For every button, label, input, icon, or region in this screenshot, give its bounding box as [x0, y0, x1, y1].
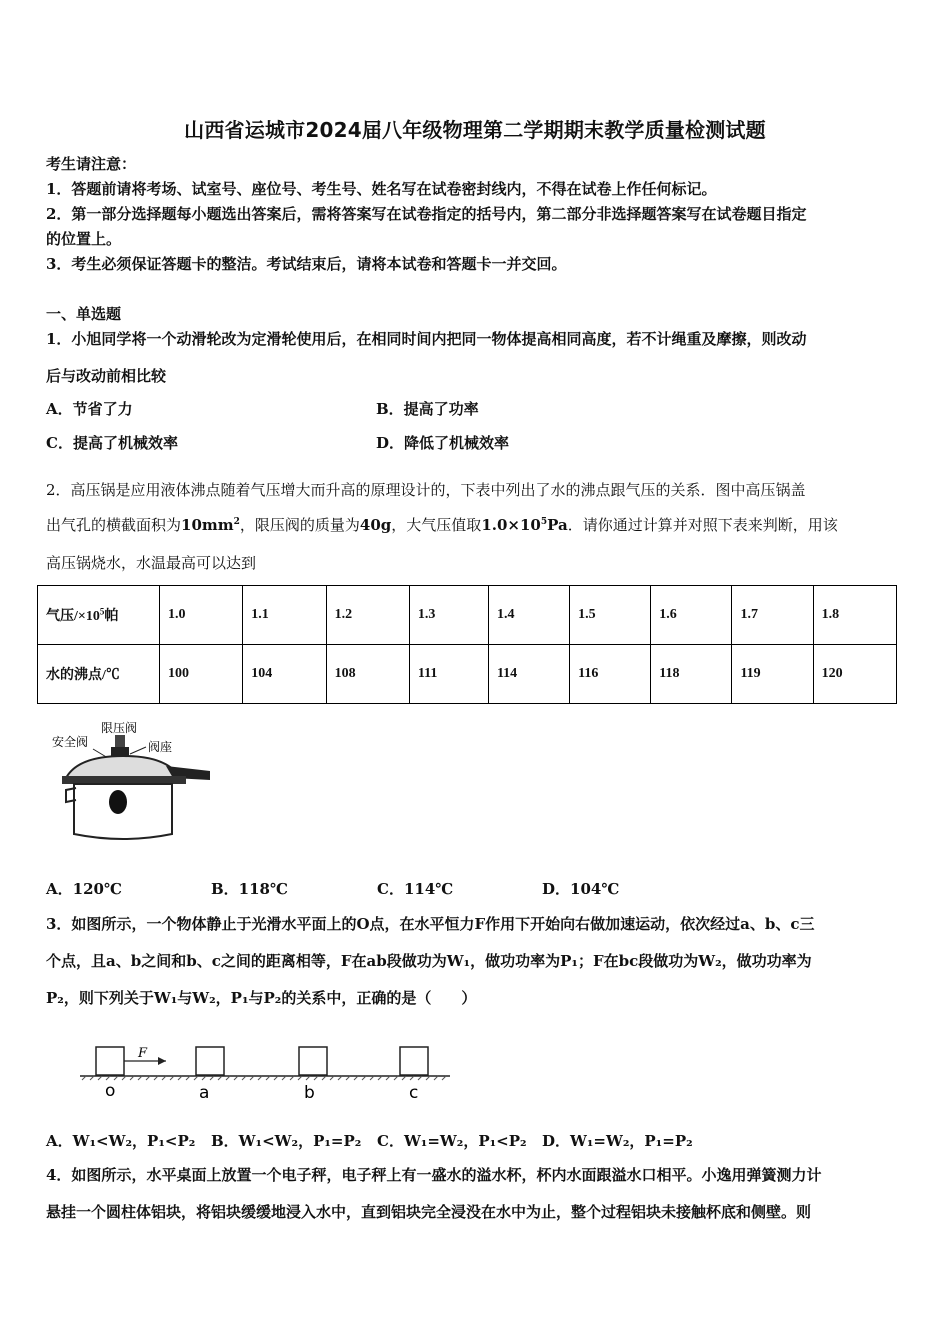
pressure-cooker-figure: [48, 716, 218, 846]
notice-item: 3．考生必须保证答题卡的整洁。考试结束后，请将本试卷和答题卡一并交回。: [46, 255, 567, 273]
valve-seat-label: 阀座: [148, 740, 173, 754]
q1-option-b: B．提高了功率: [376, 400, 479, 418]
table-cell: 1.0: [160, 586, 243, 645]
q2-option-b: B．118℃: [211, 880, 288, 898]
block-c: [400, 1047, 428, 1075]
q3-option-a: A．W₁<W₂，P₁<P₂: [46, 1132, 196, 1150]
table-cell: 1.7: [732, 586, 813, 645]
table-cell: 1.2: [326, 586, 409, 645]
table-cell: 1.4: [488, 586, 569, 645]
table-cell: 1.3: [409, 586, 488, 645]
point-label-o: o: [105, 1081, 116, 1101]
q3-option-c: C．W₁=W₂，P₁<P₂: [377, 1132, 527, 1150]
limit-valve-label: 限压阀: [101, 721, 138, 735]
q4-stem-line2: 悬挂一个圆柱体铝块，将铝块缓缓地浸入水中，直到铝块完全浸没在水中为止，整个过程铝块未接触杯底和侧壁。则: [46, 1203, 812, 1221]
q1-option-d: D．降低了机械效率: [376, 434, 510, 452]
table-cell: 119: [732, 645, 813, 704]
table-row: [38, 586, 897, 645]
table-cell: 1.6: [651, 586, 732, 645]
q1-option-c: C．提高了机械效率: [46, 434, 178, 452]
q2-option-d: D．104℃: [542, 880, 620, 898]
point-label-b: b: [304, 1083, 315, 1102]
table-cell: 104: [243, 645, 326, 704]
motion-figure: [78, 1040, 453, 1102]
table-cell: 116: [570, 645, 651, 704]
q2-option-a: A．120℃: [46, 880, 122, 898]
q1-stem: 1．小旭同学将一个动滑轮改为定滑轮使用后，在相同时间内把同一物体提高相同高度，若不计绳重及摩擦，则改动: [46, 330, 807, 348]
q3-stem: 3．如图所示，一个物体静止于光滑水平面上的O点，在水平恒力F作用下开始向右做加速运动，依次经过a、b、c三: [46, 915, 815, 933]
q3-option-b: B．W₁<W₂，P₁=P₂: [211, 1132, 362, 1150]
notice-item: 2．第一部分选择题每小题选出答案后，需将答案写在试卷指定的括号内，第二部分非选择题答案写在试卷题目指定: [46, 205, 807, 223]
table-cell: 118: [651, 645, 732, 704]
q3-option-d: D．W₁=W₂，P₁=P₂: [542, 1132, 693, 1150]
notice-item: 1．答题前请将考场、试室号、座位号、考生号、姓名写在试卷密封线内，不得在试卷上作任何标记。: [46, 180, 717, 198]
table-cell: 1.5: [570, 586, 651, 645]
table-row: [38, 645, 897, 704]
table-cell: 120: [813, 645, 896, 704]
q4-stem: 4．如图所示，水平桌面上放置一个电子秤，电子秤上有一盛水的溢水杯，杯内水面跟溢水口相平。小逸用弹簧测力计: [46, 1166, 822, 1184]
force-label: F: [138, 1046, 148, 1061]
q2-stem-line3: 高压锅烧水，水温最高可以达到: [46, 554, 257, 572]
q3-stem-line3: P₂，则下列关于W₁与W₂，P₁与P₂的关系中，正确的是（ ）: [46, 989, 477, 1007]
block-b: [299, 1047, 327, 1075]
q2-option-c: C．114℃: [377, 880, 454, 898]
pressure-label: 气压$/\times 10^5$帕: [38, 586, 160, 645]
q1-stem-cont: 后与改动前相比较: [46, 367, 167, 385]
page-title: 山西省运城市2024届八年级物理第二学期期末教学质量检测试题: [184, 118, 766, 142]
q3-stem-line2: 个点，且a、b之间和b、c之间的距离相等，F在ab段做功为W₁，做功功率为P₁；F在bc段做功为W₂，做功功率为: [46, 952, 812, 970]
table-cell: 108: [326, 645, 409, 704]
notice-item: 的位置上。: [46, 230, 122, 248]
section-heading: 一、单选题: [46, 305, 122, 323]
table-cell: 111: [409, 645, 488, 704]
q2-stem: 2．高压锅是应用液体沸点随着气压增大而升高的原理设计的，下表中列出了水的沸点跟气压的关系．图中高压锅盖: [46, 481, 806, 499]
boiling-point-table: [37, 585, 897, 704]
notice-heading: 考生请注意：: [46, 155, 137, 173]
block-o: [96, 1047, 124, 1075]
q1-option-a: A．节省了力: [46, 400, 133, 418]
boil-label: 水的沸点/℃: [38, 645, 160, 704]
q2-stem-line2: 出气孔的横截面积为$10mm^2$，限压阀的质量为40g，大气压值取$1.0\times 10^5Pa$．请你通过计算并对照下表来判断，用该: [46, 516, 838, 534]
table-cell: 1.8: [813, 586, 896, 645]
block-a: [196, 1047, 224, 1075]
table-cell: 100: [160, 645, 243, 704]
point-label-c: c: [409, 1083, 419, 1102]
table-cell: 114: [488, 645, 569, 704]
safety-valve-label: 安全阀: [52, 735, 89, 749]
table-cell: 1.1: [243, 586, 326, 645]
point-label-a: a: [199, 1083, 210, 1102]
